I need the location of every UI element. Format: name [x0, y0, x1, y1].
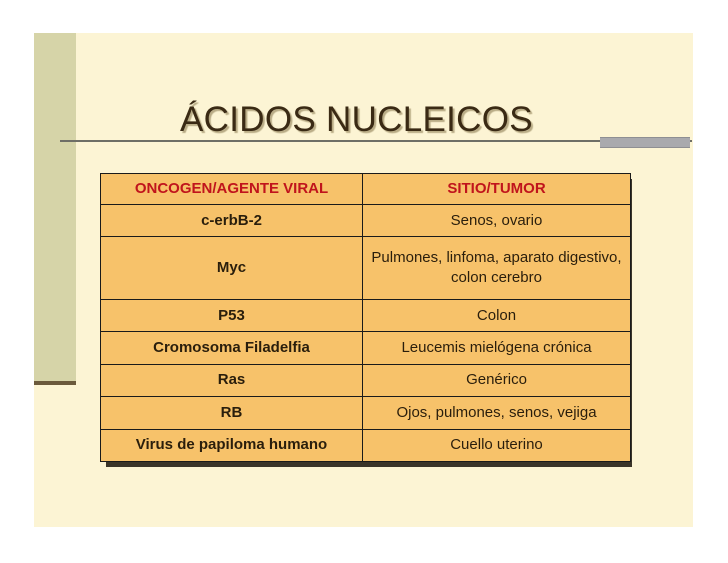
cell-agent: Virus de papiloma humano — [101, 429, 363, 461]
cell-site: Ojos, pulmones, senos, vejiga — [363, 397, 631, 429]
table-row — [101, 205, 631, 237]
oncogene-table — [100, 173, 631, 462]
table-row — [101, 300, 631, 332]
cell-site: Leucemis mielógena crónica — [363, 332, 631, 364]
header-oncogen: ONCOGEN/AGENTE VIRAL — [101, 174, 363, 205]
left-decorative-bar — [34, 33, 76, 383]
cell-agent: RB — [101, 397, 363, 429]
left-accent-line — [34, 381, 76, 385]
cell-site: Senos, ovario — [363, 205, 631, 237]
cell-site: Genérico — [363, 364, 631, 396]
cell-site: Colon — [363, 300, 631, 332]
cell-agent: Cromosoma Filadelfia — [101, 332, 363, 364]
slide-title: ÁCIDOS NUCLEICOS — [180, 100, 533, 139]
table-row — [101, 429, 631, 461]
right-accent-bar — [600, 137, 690, 148]
table-row — [101, 332, 631, 364]
table-row — [101, 364, 631, 396]
cell-site: Pulmones, linfoma, aparato digestivo, colon cerebro — [363, 237, 631, 300]
table-row — [101, 397, 631, 429]
cell-agent: c-erbB-2 — [101, 205, 363, 237]
table-row — [101, 237, 631, 300]
header-sitio: SITIO/TUMOR — [363, 174, 631, 205]
cell-agent: Ras — [101, 364, 363, 396]
title-underline — [60, 140, 692, 142]
cell-site: Cuello uterino — [363, 429, 631, 461]
cell-agent: P53 — [101, 300, 363, 332]
cell-agent: Myc — [101, 237, 363, 300]
table-header-row — [101, 174, 631, 205]
